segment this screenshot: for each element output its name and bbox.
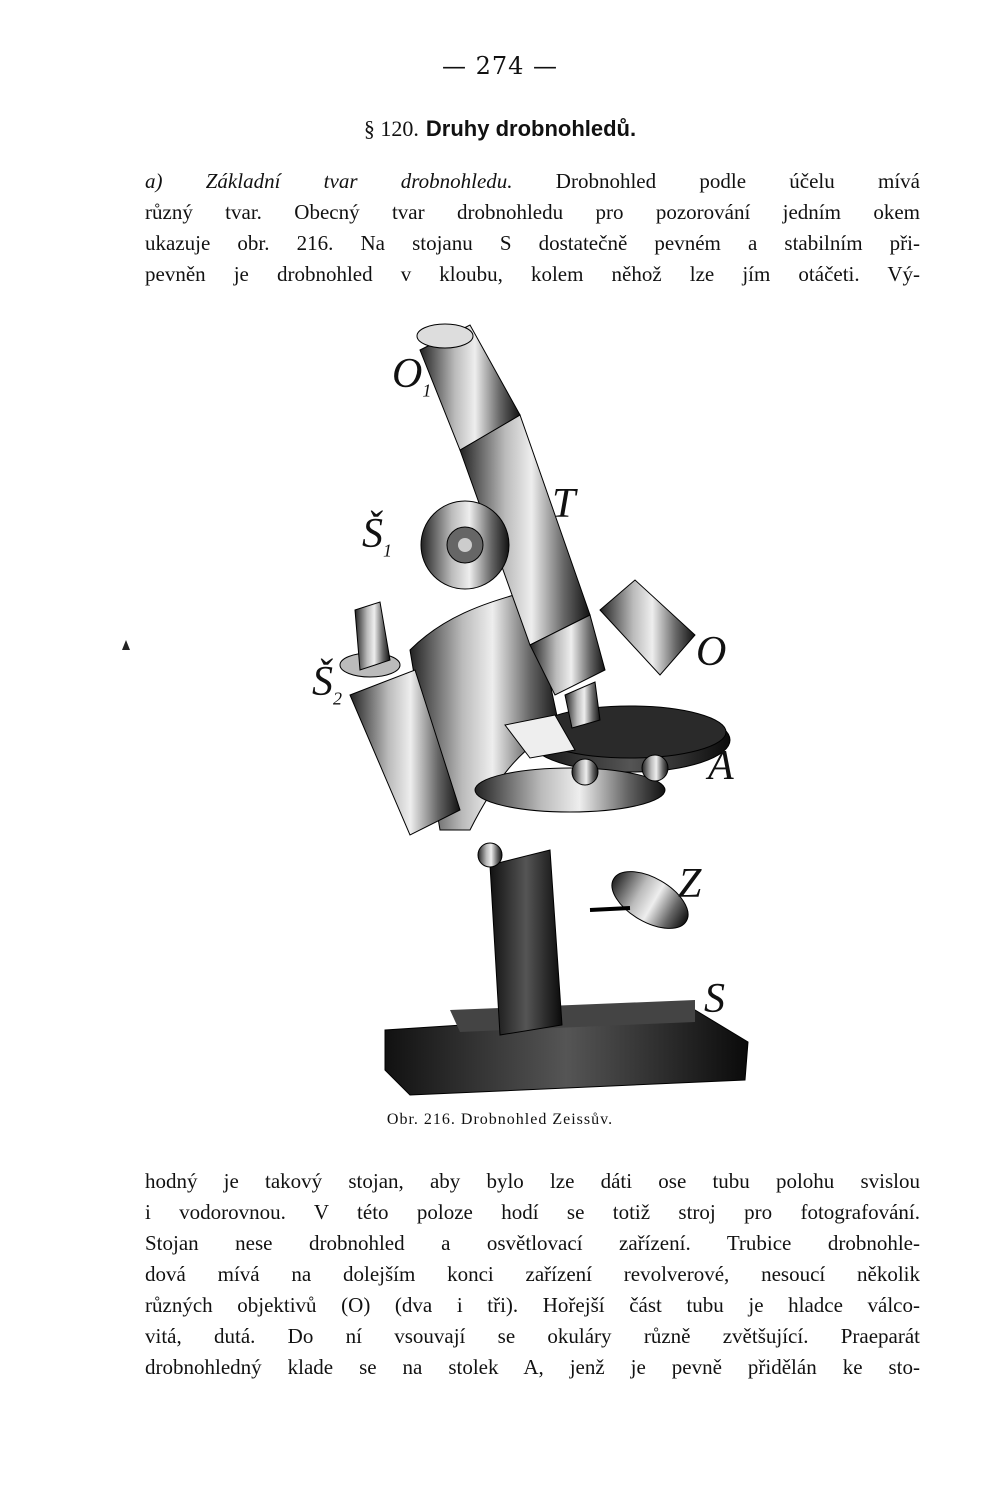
- page-number: — 274 —: [441, 52, 559, 80]
- section-number: § 120.: [363, 116, 419, 141]
- figure-label-o1: $O_1$: [392, 351, 432, 401]
- text-line: Stojan nese drobnohled a osvětlovací zařízení. Trubice drobnohle-: [145, 1231, 920, 1255]
- text-line: pevněn je drobnohled v kloubu, kolem něhož lze jím otáčeti. Vý-: [145, 262, 920, 286]
- text-line: drobnohledný klade se na stolek A, jenž je pevně přidělán ke sto-: [145, 1355, 920, 1379]
- figure-label-o: O: [696, 629, 727, 675]
- figure-label-t: T: [552, 481, 576, 527]
- text-line: dová mívá na dolejším konci zařízení revolverové, nesoucí několik: [145, 1262, 920, 1286]
- figure-label-s2: $Š_2$: [312, 659, 342, 709]
- paragraph-intro: [145, 166, 920, 290]
- text-line-rest: Drobnohled podle účelu mívá: [512, 169, 920, 193]
- microscope-illustration: [300, 310, 770, 1100]
- text-line: vitá, dutá. Do ní vsouvají se okuláry různě zvětšující. Praeparát: [145, 1324, 920, 1348]
- text-line: [145, 166, 920, 197]
- text-line: i vodorovnou. V této poloze hodí se totiž stroj pro fotografování.: [145, 1200, 920, 1224]
- italic-subheading: a) Základní tvar drobnohledu.: [145, 169, 513, 193]
- text-line: různých objektivů (O) (dva i tři). Hořejší část tubu je hladce válco-: [145, 1293, 920, 1317]
- section-heading: [0, 116, 1000, 142]
- section-title: Druhy drobnohledů.: [425, 116, 637, 141]
- paragraph-description: [145, 1166, 920, 1383]
- figure-label-z: Z: [678, 861, 702, 907]
- figure-label-s1: $Š_1$: [362, 511, 392, 561]
- margin-mark: [122, 640, 130, 650]
- text-line: ukazuje obr. 216. Na stojanu S dostatečně pevném a stabilním při-: [145, 231, 920, 255]
- microscope-figure: [300, 310, 770, 1100]
- figure-label-a: A: [708, 743, 734, 789]
- text-line: různý tvar. Obecný tvar drobnohledu pro pozorování jedním okem: [145, 200, 920, 224]
- text-line: hodný je takový stojan, aby bylo lze dáti ose tubu polohu svislou: [145, 1169, 920, 1193]
- figure-label-s: S: [704, 976, 725, 1022]
- figure-caption: Obr. 216. Drobnohled Zeissův.: [386, 1111, 614, 1128]
